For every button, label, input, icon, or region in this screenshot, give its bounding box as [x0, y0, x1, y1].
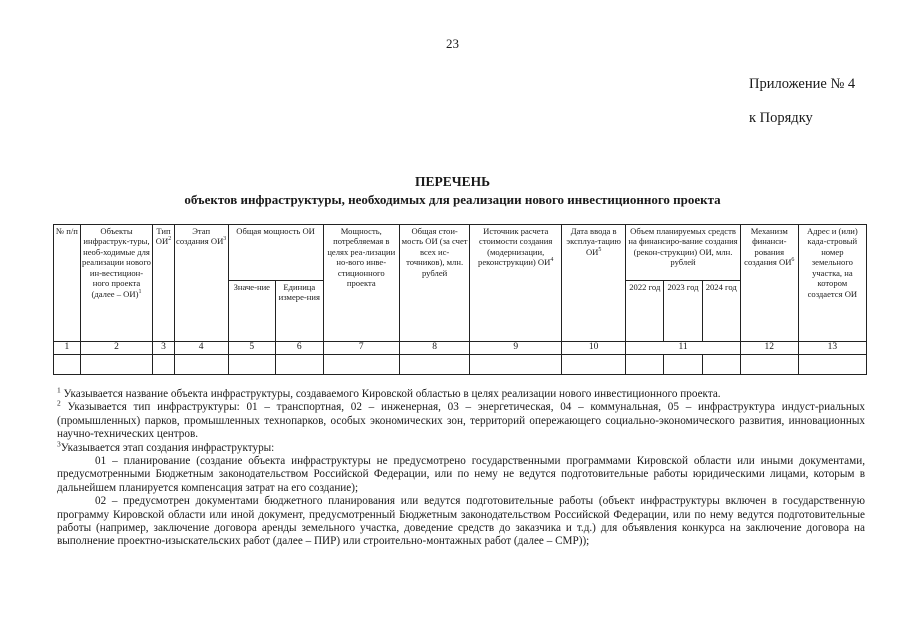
table-cell	[80, 354, 152, 374]
column-number: 9	[470, 342, 562, 355]
table-cell	[400, 354, 470, 374]
header-date: Дата ввода в эксплуа-тацию $ОИ^5$	[562, 225, 626, 342]
column-number: 11	[626, 342, 741, 355]
header-capacity-value: Значе-ние	[228, 281, 276, 342]
table-cell	[702, 354, 740, 374]
table-cell	[228, 354, 276, 374]
header-year-2023: 2023 год	[664, 281, 702, 342]
header-address: Адрес и (или) када-стровый номер земельного участка, на котором создается ОИ	[798, 225, 866, 342]
header-mechanism: Механизм финанси-рования создания $ОИ^6$	[740, 225, 798, 342]
header-capacity-unit: Единица измере-ния	[276, 281, 324, 342]
footnote-3-stage-01: 01 – планирование (создание объекта инфраструктуры не предусмотрено государственными программами Кировской области или иными документами, предусмотренными Бюджетным законодательством Российской Федерации, или по нему не ведутся подготовительные работы юридическими лицами, которым в дальнейшем планируется компенсация затрат на его создание);	[57, 455, 865, 494]
column-number: 2	[80, 342, 152, 355]
column-number: 7	[323, 342, 399, 355]
page-number: 23	[446, 36, 459, 51]
footnotes	[57, 385, 865, 549]
document-title: ПЕРЕЧЕНЬ	[414, 174, 491, 189]
header-year-2024: 2024 год	[702, 281, 740, 342]
table-cell	[470, 354, 562, 374]
table-cell	[153, 354, 175, 374]
table-cell	[174, 354, 228, 374]
appendix-reference: к Порядку	[749, 110, 813, 126]
header-power: Мощность, потребляемая в целях реа-лизации но-вого инве-стиционного проекта	[323, 225, 399, 342]
footnote-2: $^2$ Указывается тип инфраструктуры: 01 – транспортная, 02 – инженерная, 03 – энергетическая, 04 – коммунальная, 05 – инфраструктура индуст-риальных (промышленных) парков, промышленных технопарков, особых экономических зон, территорий опережающего социально-экономического развития, инновационных научно-технических центров.	[57, 398, 865, 441]
column-number: 3	[153, 342, 175, 355]
table-header-row	[54, 225, 867, 281]
header-stage: Этап создания $ОИ^3$	[174, 225, 228, 342]
table-cell	[664, 354, 702, 374]
column-number: 10	[562, 342, 626, 355]
table-cell	[54, 354, 81, 374]
header-cost: Общая стои-мость ОИ (за счет всех ис-точников), млн. рублей	[400, 225, 470, 342]
document-subtitle: объектов инфраструктуры, необходимых для реализации нового инвестиционного проекта	[184, 192, 721, 207]
footnote-1: $^1$ Указывается название объекта инфраструктуры, создаваемого Кировской областью в целях реализации нового инвестиционного проекта.	[57, 385, 721, 400]
column-number: 5	[228, 342, 276, 355]
column-number: 6	[276, 342, 324, 355]
column-number: 1	[54, 342, 81, 355]
header-year-2022: 2022 год	[626, 281, 664, 342]
column-number: 12	[740, 342, 798, 355]
header-num: № п/п	[54, 225, 81, 342]
table-cell	[798, 354, 866, 374]
infrastructure-table	[53, 224, 867, 375]
column-number: 4	[174, 342, 228, 355]
appendix-label: Приложение № 4	[749, 76, 856, 92]
footnote-3-stage-02: 02 – предусмотрен документами бюджетного планирования или ведутся подготовительные работы (объект инфраструктуры включен в государственную программу Кировской области или иной документ, предусмотренный Бюджетным законодательством Российской Федерации, или по нему ведутся подготовительные работы (например, заключение договора аренды земельного участка, доведение средств до заказчика и т.д.) для объявления конкурса на заключение договора на выполнение проектно-изыскательских работ (далее – ПИР) или строительно-монтажных работ (далее – СМР));	[57, 495, 865, 548]
header-type: Тип $ОИ^2$	[153, 225, 175, 342]
header-source: Источник расчета стоимости создания (модернизации, реконструкции) $ОИ^4$	[470, 225, 562, 342]
table-cell	[626, 354, 664, 374]
header-volume: Объем планируемых средств на финансиро-вание создания (рекон-струкции) ОИ, млн. рублей	[626, 225, 741, 281]
header-object: Объекты инфраструк-туры, необ-ходимые для реализации нового ин-вестицион-ного проекта (далее – ОИ)$^1$	[80, 225, 152, 342]
header-capacity: Общая мощность ОИ	[228, 225, 323, 281]
table-cell	[276, 354, 324, 374]
column-number: 8	[400, 342, 470, 355]
column-number: 13	[798, 342, 866, 355]
table-cell	[323, 354, 399, 374]
table-cell	[562, 354, 626, 374]
table-cell	[740, 354, 798, 374]
table-row	[54, 354, 867, 374]
footnote-3: $^3$Указывается этап создания инфраструктуры:	[57, 438, 275, 454]
column-number-row	[54, 342, 867, 355]
